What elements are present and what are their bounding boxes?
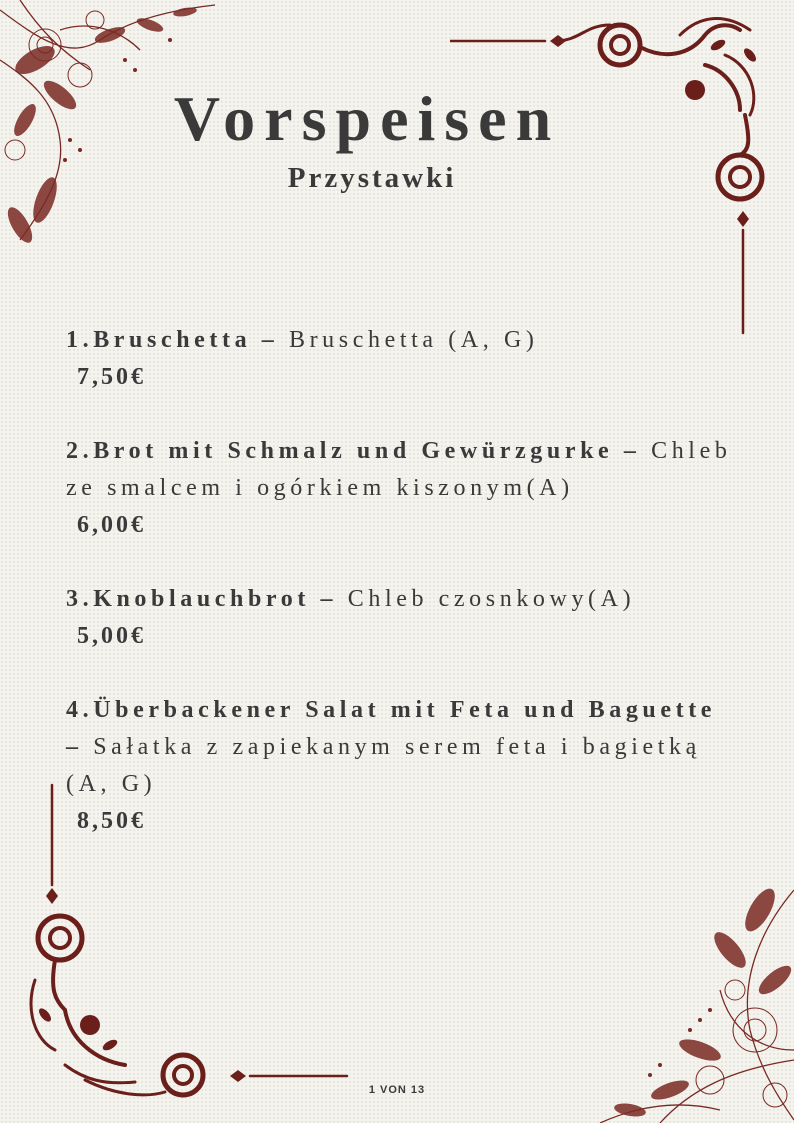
page-indicator: 1 VON 13 [368, 1084, 426, 1096]
menu-item-description: Chleb ze smalcem i ogórkiem kiszonym(A) [66, 438, 732, 501]
page-subtitle: Przystawki [287, 162, 457, 194]
menu-item-name: 2.Brot mit Schmalz und Gewürzgurke – [66, 438, 652, 464]
menu-list [66, 322, 736, 840]
menu-item-description: Bruschetta (A, G) [288, 327, 539, 353]
menu-item-price: 8,50€ [77, 808, 146, 834]
menu-item-description: Sałatka z zapiekanym serem feta i bagietką (A, G) [66, 734, 701, 797]
menu-item-price: 7,50€ [77, 364, 146, 390]
menu-item [66, 433, 736, 544]
page-title: Vorspeisen [173, 83, 561, 154]
menu-item-description: Chleb czosnkowy(A) [347, 586, 636, 612]
menu-item-name: 3.Knoblauchbrot – [66, 586, 348, 612]
menu-item-name: 1.Bruschetta – [66, 327, 289, 353]
menu-item [66, 581, 736, 655]
menu-item-price: 5,00€ [77, 623, 146, 649]
menu-item [66, 322, 736, 396]
menu-item-price: 6,00€ [77, 512, 146, 538]
menu-item-name: 4.Überbackener Salat mit Feta und Baguette – [66, 697, 717, 760]
menu-item [66, 692, 736, 840]
